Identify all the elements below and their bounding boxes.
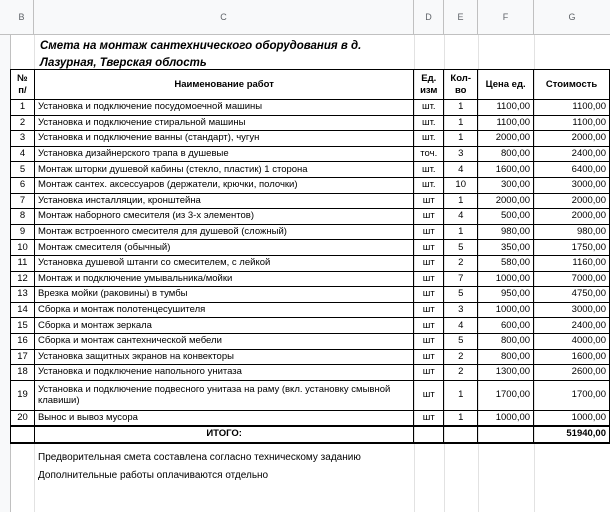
- table-row: [11, 224, 610, 240]
- cost-cell[interactable]: 1100,00: [534, 115, 610, 131]
- quantity-cell[interactable]: 3: [444, 302, 478, 318]
- quantity-cell[interactable]: 5: [444, 287, 478, 303]
- quantity-cell[interactable]: 4: [444, 162, 478, 178]
- unit-price-cell[interactable]: 300,00: [478, 177, 534, 193]
- table-row: [11, 410, 610, 426]
- cost-cell[interactable]: 4750,00: [534, 287, 610, 303]
- unit-price-cell[interactable]: 600,00: [478, 318, 534, 334]
- column-header-g[interactable]: G: [568, 12, 576, 22]
- cost-cell[interactable]: 2000,00: [534, 209, 610, 225]
- unit-price-cell[interactable]: 980,00: [478, 224, 534, 240]
- row-number-cell[interactable]: 10: [11, 240, 35, 256]
- note-line-2[interactable]: Дополнительные работы оплачиваются отдельно: [38, 470, 269, 481]
- table-header-row: [11, 70, 610, 100]
- cost-cell[interactable]: 2000,00: [534, 193, 610, 209]
- table-row: [11, 115, 610, 131]
- unit-cell[interactable]: шт: [414, 302, 444, 318]
- row-number-cell[interactable]: 16: [11, 333, 35, 349]
- unit-cell[interactable]: шт: [414, 193, 444, 209]
- unit-cell[interactable]: шт: [414, 333, 444, 349]
- work-name-cell[interactable]: Монтаж смесителя (обычный): [34, 240, 413, 256]
- row-number-cell[interactable]: 9: [11, 224, 35, 240]
- table-row: [11, 287, 610, 303]
- unit-price-cell[interactable]: 1100,00: [478, 100, 534, 116]
- column-header-e[interactable]: E: [444, 0, 478, 34]
- work-name-cell[interactable]: Сборка и монтаж полотенцесушителя: [34, 302, 413, 318]
- unit-cell[interactable]: шт: [414, 209, 444, 225]
- table-row: [11, 349, 610, 365]
- unit-cell[interactable]: шт: [414, 287, 444, 303]
- quantity-cell[interactable]: 3: [444, 146, 478, 162]
- quantity-cell[interactable]: 1: [444, 115, 478, 131]
- row-number-cell[interactable]: 1: [11, 100, 35, 116]
- work-name-cell[interactable]: Вынос и вывоз мусора: [34, 410, 413, 426]
- row-number-cell[interactable]: 14: [11, 302, 35, 318]
- unit-cell[interactable]: шт.: [414, 115, 444, 131]
- work-name-cell[interactable]: Монтаж сантех. аксессуаров (держатели, крючки, полочки): [34, 177, 413, 193]
- unit-cell[interactable]: шт: [414, 255, 444, 271]
- row-number-cell[interactable]: 5: [11, 162, 35, 178]
- column-header-b[interactable]: B: [10, 0, 34, 34]
- cost-cell[interactable]: 6400,00: [534, 162, 610, 178]
- unit-price-cell[interactable]: 350,00: [478, 240, 534, 256]
- quantity-cell[interactable]: 1: [444, 380, 478, 410]
- row-number-cell[interactable]: 6: [11, 177, 35, 193]
- table-row: [11, 380, 610, 410]
- estimate-table: [10, 69, 610, 444]
- unit-cell[interactable]: шт.: [414, 100, 444, 116]
- unit-cell[interactable]: шт: [414, 240, 444, 256]
- quantity-cell[interactable]: 1: [444, 410, 478, 426]
- unit-price-cell[interactable]: 800,00: [478, 146, 534, 162]
- unit-price-cell[interactable]: 1000,00: [478, 271, 534, 287]
- header-qty[interactable]: Кол-во: [444, 70, 478, 100]
- row-number-cell[interactable]: 12: [11, 271, 35, 287]
- cost-cell[interactable]: 1750,00: [534, 240, 610, 256]
- column-header-f[interactable]: F: [478, 0, 534, 34]
- unit-cell[interactable]: шт.: [414, 162, 444, 178]
- table-row: [11, 146, 610, 162]
- cost-cell[interactable]: 1700,00: [534, 380, 610, 410]
- table-row: [11, 177, 610, 193]
- work-name-cell[interactable]: Монтаж наборного смесителя (из 3-х элементов): [34, 209, 413, 225]
- cost-cell[interactable]: 3000,00: [534, 302, 610, 318]
- unit-price-cell[interactable]: 580,00: [478, 255, 534, 271]
- table-row: [11, 131, 610, 147]
- table-row: [11, 240, 610, 256]
- table-row: [11, 365, 610, 381]
- table-row: [11, 100, 610, 116]
- total-empty-cell[interactable]: [414, 426, 444, 443]
- work-name-cell[interactable]: Установка и подключение стиральной машины: [34, 115, 413, 131]
- total-empty-cell[interactable]: [444, 426, 478, 443]
- unit-cell[interactable]: точ.: [414, 146, 444, 162]
- quantity-cell[interactable]: 5: [444, 333, 478, 349]
- cost-cell[interactable]: 980,00: [534, 224, 610, 240]
- unit-cell[interactable]: шт.: [414, 177, 444, 193]
- unit-price-cell[interactable]: 950,00: [478, 287, 534, 303]
- work-name-cell[interactable]: Монтаж встроенного смесителя для душевой (сложный): [34, 224, 413, 240]
- cost-cell[interactable]: 1100,00: [534, 100, 610, 116]
- quantity-cell[interactable]: 1: [444, 131, 478, 147]
- unit-cell[interactable]: шт: [414, 271, 444, 287]
- total-value[interactable]: 51940,00: [534, 426, 610, 443]
- cost-cell[interactable]: 4000,00: [534, 333, 610, 349]
- work-name-cell[interactable]: Установка инсталляции, кронштейна: [34, 193, 413, 209]
- row-number-cell[interactable]: 17: [11, 349, 35, 365]
- quantity-cell[interactable]: 7: [444, 271, 478, 287]
- unit-price-cell[interactable]: 1000,00: [478, 410, 534, 426]
- work-name-cell[interactable]: Установка душевой штанги со смесителем, с лейкой: [34, 255, 413, 271]
- cost-cell[interactable]: 2600,00: [534, 365, 610, 381]
- quantity-cell[interactable]: 2: [444, 349, 478, 365]
- header-name[interactable]: Наименование работ: [34, 70, 413, 100]
- work-name-cell[interactable]: Установка и подключение посудомоечной машины: [34, 100, 413, 116]
- cost-cell[interactable]: 2400,00: [534, 146, 610, 162]
- row-number-cell[interactable]: 2: [11, 115, 35, 131]
- work-name-cell[interactable]: Сборка и монтаж сантехнической мебели: [34, 333, 413, 349]
- unit-price-cell[interactable]: 1700,00: [478, 380, 534, 410]
- column-header-bar: [0, 0, 610, 35]
- table-row: [11, 162, 610, 178]
- table-row: [11, 209, 610, 225]
- cost-cell[interactable]: 2000,00: [534, 131, 610, 147]
- unit-price-cell[interactable]: 1300,00: [478, 365, 534, 381]
- unit-price-cell[interactable]: 1100,00: [478, 115, 534, 131]
- work-name-cell[interactable]: Установка и подключение напольного унитаза: [34, 365, 413, 381]
- cost-cell[interactable]: 1000,00: [534, 410, 610, 426]
- row-number-cell[interactable]: 3: [11, 131, 35, 147]
- title-line-1: Смета на монтаж сантехнического оборудования в д.: [40, 40, 362, 52]
- work-name-cell[interactable]: Установка и подключение подвесного унитаза на раму (вкл. установку смывной клавиши): [34, 380, 413, 410]
- row-number-cell[interactable]: 13: [11, 287, 35, 303]
- work-name-cell[interactable]: Врезка мойки (раковины) в тумбы: [34, 287, 413, 303]
- column-header-d[interactable]: D: [414, 0, 444, 34]
- work-name-cell[interactable]: Установка защитных экранов на конвекторы: [34, 349, 413, 365]
- unit-cell[interactable]: шт: [414, 318, 444, 334]
- row-number-cell[interactable]: 8: [11, 209, 35, 225]
- header-num[interactable]: № п/: [11, 70, 35, 100]
- work-name-cell[interactable]: Сборка и монтаж зеркала: [34, 318, 413, 334]
- cost-cell[interactable]: 3000,00: [534, 177, 610, 193]
- unit-price-cell[interactable]: 1000,00: [478, 302, 534, 318]
- unit-price-cell[interactable]: 2000,00: [478, 193, 534, 209]
- table-row: [11, 333, 610, 349]
- cost-cell[interactable]: 7000,00: [534, 271, 610, 287]
- quantity-cell[interactable]: 1: [444, 193, 478, 209]
- work-name-cell[interactable]: Монтаж шторки душевой кабины (стекло, пластик) 1 сторона: [34, 162, 413, 178]
- total-label[interactable]: ИТОГО:: [34, 426, 413, 443]
- unit-price-cell[interactable]: 800,00: [478, 333, 534, 349]
- unit-cell[interactable]: шт: [414, 380, 444, 410]
- quantity-cell[interactable]: 5: [444, 240, 478, 256]
- cost-cell[interactable]: 2400,00: [534, 318, 610, 334]
- sheet-title[interactable]: [40, 38, 480, 72]
- quantity-cell[interactable]: 10: [444, 177, 478, 193]
- quantity-cell[interactable]: 1: [444, 224, 478, 240]
- quantity-cell[interactable]: 2: [444, 255, 478, 271]
- unit-price-cell[interactable]: 500,00: [478, 209, 534, 225]
- work-name-cell[interactable]: Установка дизайнерского трапа в душевые: [34, 146, 413, 162]
- row-number-cell[interactable]: 7: [11, 193, 35, 209]
- quantity-cell[interactable]: 4: [444, 209, 478, 225]
- header-unit[interactable]: Ед. изм: [414, 70, 444, 100]
- unit-cell[interactable]: шт.: [414, 131, 444, 147]
- title-line-2: Лазурная, Тверская облость: [40, 57, 207, 69]
- row-number-cell[interactable]: 18: [11, 365, 35, 381]
- unit-cell[interactable]: шт: [414, 410, 444, 426]
- total-empty-cell[interactable]: [478, 426, 534, 443]
- table-row: [11, 271, 610, 287]
- table-row: [11, 255, 610, 271]
- unit-cell[interactable]: шт: [414, 365, 444, 381]
- work-name-cell[interactable]: Монтаж и подключение умывальника/мойки: [34, 271, 413, 287]
- row-number-cell[interactable]: 19: [11, 380, 35, 410]
- quantity-cell[interactable]: 1: [444, 100, 478, 116]
- table-row: [11, 302, 610, 318]
- column-header-c[interactable]: C: [34, 0, 414, 34]
- table-row: [11, 318, 610, 334]
- note-line-1[interactable]: Предворительная смета составлена согласно техническому заданию: [38, 452, 361, 463]
- header-price[interactable]: Цена ед.: [478, 70, 534, 100]
- quantity-cell[interactable]: 2: [444, 365, 478, 381]
- row-number-cell[interactable]: 15: [11, 318, 35, 334]
- unit-price-cell[interactable]: 800,00: [478, 349, 534, 365]
- unit-price-cell[interactable]: 1600,00: [478, 162, 534, 178]
- cost-cell[interactable]: 1600,00: [534, 349, 610, 365]
- unit-cell[interactable]: шт: [414, 224, 444, 240]
- unit-cell[interactable]: шт: [414, 349, 444, 365]
- row-number-cell[interactable]: 20: [11, 410, 35, 426]
- work-name-cell[interactable]: Установка и подключение ванны (стандарт), чугун: [34, 131, 413, 147]
- total-num-cell[interactable]: [11, 426, 35, 443]
- total-row: [11, 426, 610, 443]
- row-number-cell[interactable]: 4: [11, 146, 35, 162]
- row-number-cell[interactable]: 11: [11, 255, 35, 271]
- quantity-cell[interactable]: 4: [444, 318, 478, 334]
- cost-cell[interactable]: 1160,00: [534, 255, 610, 271]
- unit-price-cell[interactable]: 2000,00: [478, 131, 534, 147]
- table-row: [11, 193, 610, 209]
- header-cost[interactable]: Стоимость: [534, 70, 610, 100]
